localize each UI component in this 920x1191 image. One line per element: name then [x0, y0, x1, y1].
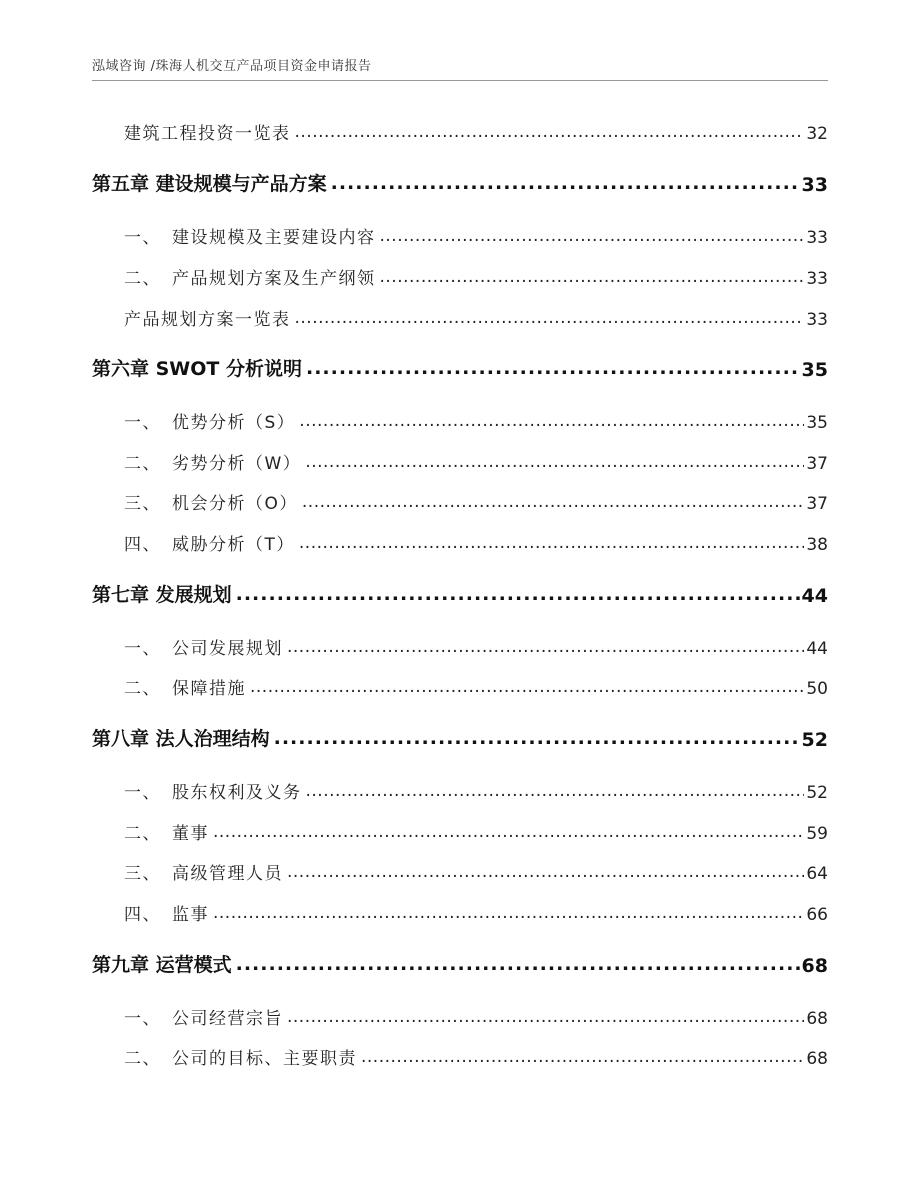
toc-chapter-page: 52 [801, 729, 828, 751]
toc-entry-page: 66 [806, 905, 828, 925]
toc-chapter-title: 第八章 法人治理结构 [92, 728, 270, 750]
toc-entry-title: 优势分析（S） [172, 413, 296, 433]
header-text: 泓域咨询 /珠海人机交互产品项目资金申请报告 [92, 59, 372, 74]
toc-entry-number: 一、 [124, 639, 161, 659]
toc-entry-title: 保障措施 [172, 679, 246, 699]
toc-chapter[interactable] [92, 951, 828, 977]
toc-chapter-page: 44 [801, 585, 828, 607]
toc-entry[interactable] [124, 304, 828, 330]
toc-entry-title: 产品规划方案及生产纲领 [172, 269, 376, 289]
toc-leader-dots [287, 639, 804, 659]
toc-chapter-title: 第五章 建设规模与产品方案 [92, 173, 327, 195]
toc-entry-title: 机会分析（O） [172, 494, 298, 514]
toc-entry-page: 35 [806, 413, 828, 433]
toc-entry-page: 32 [806, 124, 828, 144]
toc-leader-dots [331, 174, 800, 196]
toc-entry-page: 68 [806, 1049, 828, 1069]
toc-leader-dots [306, 359, 800, 381]
toc-entry[interactable] [124, 899, 828, 925]
toc-entry-page: 37 [806, 454, 828, 474]
toc-entry-number: 四、 [124, 905, 161, 925]
toc-entry-title: 威胁分析（T） [172, 535, 295, 555]
toc-chapter-page: 33 [801, 174, 828, 196]
toc-entry-page: 33 [806, 269, 828, 289]
toc-leader-dots [274, 729, 800, 751]
toc-entry-number: 二、 [124, 454, 161, 474]
toc-entry[interactable] [124, 222, 828, 248]
toc-chapter[interactable] [92, 170, 828, 196]
toc-leader-dots [380, 228, 805, 248]
toc-chapter[interactable] [92, 581, 828, 607]
toc-entry-number: 二、 [124, 269, 161, 289]
toc-entry-number: 一、 [124, 1009, 161, 1029]
toc-entry[interactable] [124, 263, 828, 289]
toc-entry-page: 44 [806, 639, 828, 659]
toc-entry[interactable] [124, 633, 828, 659]
toc-entry[interactable] [124, 1043, 828, 1069]
toc-entry-number: 二、 [124, 824, 161, 844]
toc-entry[interactable] [124, 818, 828, 844]
toc-entry-number: 二、 [124, 1049, 161, 1069]
toc-leader-dots [361, 1049, 804, 1069]
toc-chapter-page: 35 [801, 359, 828, 381]
toc-entry-title: 建筑工程投资一览表 [124, 124, 291, 144]
toc-entry-page: 59 [806, 824, 828, 844]
toc-leader-dots [287, 864, 804, 884]
toc-entry-number: 四、 [124, 535, 161, 555]
toc-entry-title: 公司经营宗旨 [172, 1009, 283, 1029]
toc-entry[interactable] [124, 529, 828, 555]
toc-entry-page: 64 [806, 864, 828, 884]
toc-chapter[interactable] [92, 725, 828, 751]
toc-chapter[interactable] [92, 355, 828, 381]
toc-entry[interactable] [124, 1003, 828, 1029]
toc-entry-title: 公司的目标、主要职责 [172, 1049, 357, 1069]
toc-leader-dots [305, 454, 804, 474]
toc-entry-title: 股东权利及义务 [172, 783, 302, 803]
toc-entry-page: 38 [806, 535, 828, 555]
toc-leader-dots [295, 124, 805, 144]
toc-entry-page: 33 [806, 228, 828, 248]
toc-entry-page: 50 [806, 679, 828, 699]
toc-entry-title: 监事 [172, 905, 209, 925]
toc-entry-number: 二、 [124, 679, 161, 699]
toc-entry-title: 劣势分析（W） [172, 454, 302, 474]
toc-entry[interactable] [124, 118, 828, 144]
toc-entry[interactable] [124, 407, 828, 433]
toc-entry-number: 一、 [124, 413, 161, 433]
toc-chapter-title: 第七章 发展规划 [92, 584, 232, 606]
toc-leader-dots [295, 310, 805, 330]
toc-entry-page: 37 [806, 494, 828, 514]
toc-entry[interactable] [124, 858, 828, 884]
toc-leader-dots [236, 585, 800, 607]
toc-entry-number: 一、 [124, 228, 161, 248]
toc-leader-dots [299, 535, 804, 555]
toc-entry-number: 三、 [124, 864, 161, 884]
toc-leader-dots [213, 905, 804, 925]
toc-entry-title: 董事 [172, 824, 209, 844]
toc-entry[interactable] [124, 673, 828, 699]
toc-entry[interactable] [124, 777, 828, 803]
toc-leader-dots [380, 269, 805, 289]
toc-leader-dots [306, 783, 805, 803]
toc-entry[interactable] [124, 448, 828, 474]
toc-leader-dots [236, 955, 800, 977]
toc-chapter-page: 68 [801, 955, 828, 977]
toc-chapter-title: 第九章 运营模式 [92, 954, 232, 976]
toc-entry-page: 68 [806, 1009, 828, 1029]
toc-entry-title: 高级管理人员 [172, 864, 283, 884]
page-header [92, 0, 828, 81]
toc-entry-title: 公司发展规划 [172, 639, 283, 659]
toc-leader-dots [299, 413, 804, 433]
toc-entry[interactable] [124, 488, 828, 514]
toc-leader-dots [213, 824, 804, 844]
toc-leader-dots [287, 1009, 804, 1029]
toc-entry-number: 三、 [124, 494, 161, 514]
toc-entry-title: 产品规划方案一览表 [124, 310, 291, 330]
toc-entry-title: 建设规模及主要建设内容 [172, 228, 376, 248]
toc-entry-page: 52 [806, 783, 828, 803]
toc-entry-page: 33 [806, 310, 828, 330]
toc-leader-dots [302, 494, 804, 514]
toc-leader-dots [250, 679, 804, 699]
toc-entry-number: 一、 [124, 783, 161, 803]
toc-chapter-title: 第六章 SWOT 分析说明 [92, 358, 302, 380]
